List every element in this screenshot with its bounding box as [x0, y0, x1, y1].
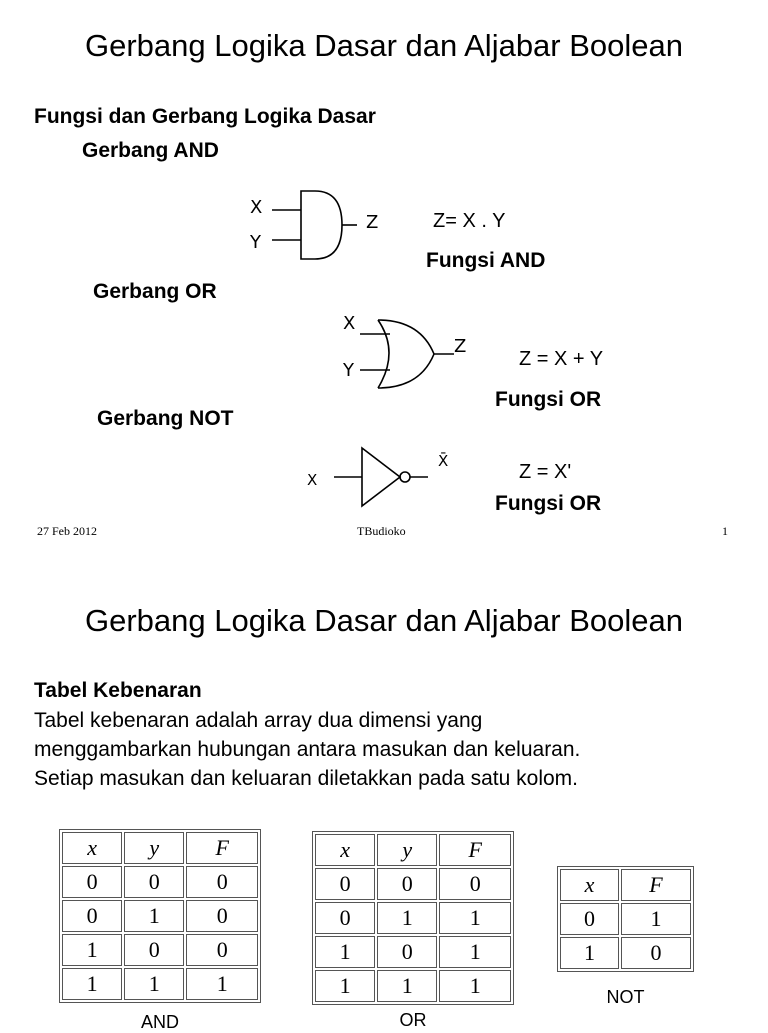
table-cell: 1 [62, 934, 122, 966]
table-cell: 1 [377, 902, 437, 934]
table-header: x [62, 832, 122, 864]
table-cell: 0 [377, 936, 437, 968]
and-input-x-label: X [250, 197, 263, 218]
and-gate-symbol [270, 188, 366, 266]
slide2-title: Gerbang Logika Dasar dan Aljabar Boolean [84, 603, 684, 638]
table-row [560, 937, 691, 969]
or-gate-symbol [358, 314, 458, 394]
table-cell: 1 [377, 970, 437, 1002]
table-header: F [621, 869, 691, 901]
not-output-label: X̄ [438, 452, 449, 470]
table-cell: 1 [315, 970, 375, 1002]
truth-table-heading: Tabel Kebenaran [34, 679, 202, 702]
footer-date: 27 Feb 2012 [37, 524, 97, 538]
table-row [62, 934, 258, 966]
table-cell: 1 [315, 936, 375, 968]
not-table-caption: NOT [606, 987, 645, 1007]
table-cell: 0 [621, 937, 691, 969]
table-cell: 1 [439, 936, 511, 968]
truth-table-description [34, 706, 580, 793]
table-cell: 0 [124, 866, 184, 898]
description-line-3: Setiap masukan dan keluaran diletakkan pada satu kolom. [34, 767, 579, 790]
and-gate-label: Gerbang AND [82, 139, 219, 162]
or-truth-table [312, 831, 514, 1005]
and-equation: Z= X . Y [433, 210, 506, 232]
description-line-1: Tabel kebenaran adalah array dua dimensi yang [34, 709, 483, 732]
table-row [62, 968, 258, 1000]
table-row [315, 902, 511, 934]
or-table-caption: OR [399, 1010, 427, 1030]
table-header: y [377, 834, 437, 866]
footer-page-number: 1 [722, 524, 728, 538]
or-input-y-label: Y [343, 360, 354, 381]
slide1-heading: Fungsi dan Gerbang Logika Dasar [34, 105, 376, 128]
table-cell: 0 [377, 868, 437, 900]
table-row [315, 936, 511, 968]
table-cell: 1 [439, 970, 511, 1002]
table-row [315, 868, 511, 900]
and-table-caption: AND [140, 1012, 179, 1032]
table-cell: 0 [186, 866, 258, 898]
table-cell: 0 [439, 868, 511, 900]
or-function-label: Fungsi OR [495, 388, 602, 411]
and-function-label: Fungsi AND [426, 249, 546, 272]
and-output-z-label: Z [366, 212, 379, 233]
or-gate-label: Gerbang OR [93, 280, 217, 303]
table-header: y [124, 832, 184, 864]
table-row [315, 970, 511, 1002]
table-cell: 1 [124, 900, 184, 932]
table-cell: 1 [62, 968, 122, 1000]
not-truth-table [557, 866, 694, 972]
table-cell: 0 [62, 900, 122, 932]
table-cell: 0 [62, 866, 122, 898]
table-cell: 0 [124, 934, 184, 966]
table-row [560, 903, 691, 935]
table-header: F [186, 832, 258, 864]
table-cell: 1 [560, 937, 619, 969]
not-function-label: Fungsi OR [495, 492, 602, 515]
not-gate-label: Gerbang NOT [97, 407, 234, 430]
table-header: x [315, 834, 375, 866]
table-header: F [439, 834, 511, 866]
table-row [62, 900, 258, 932]
table-row [62, 866, 258, 898]
not-equation: Z = X' [519, 461, 572, 483]
table-cell: 0 [315, 868, 375, 900]
and-input-y-label: Y [250, 232, 261, 253]
table-cell: 1 [124, 968, 184, 1000]
or-output-z-label: Z [454, 336, 467, 357]
footer-author: TBudioko [357, 524, 406, 538]
table-cell: 1 [621, 903, 691, 935]
table-cell: 0 [315, 902, 375, 934]
description-line-2: menggambarkan hubungan antara masukan dan keluaran. [34, 738, 581, 761]
table-cell: 1 [439, 902, 511, 934]
not-input-x-label: X [307, 471, 318, 489]
slide1-title: Gerbang Logika Dasar dan Aljabar Boolean [84, 28, 684, 63]
table-cell: 0 [186, 900, 258, 932]
table-cell: 0 [186, 934, 258, 966]
table-cell: 0 [560, 903, 619, 935]
and-truth-table [59, 829, 261, 1003]
table-header: x [560, 869, 619, 901]
or-input-x-label: X [343, 313, 356, 334]
or-equation: Z = X + Y [519, 348, 604, 370]
table-cell: 1 [186, 968, 258, 1000]
not-gate-symbol [332, 442, 432, 512]
